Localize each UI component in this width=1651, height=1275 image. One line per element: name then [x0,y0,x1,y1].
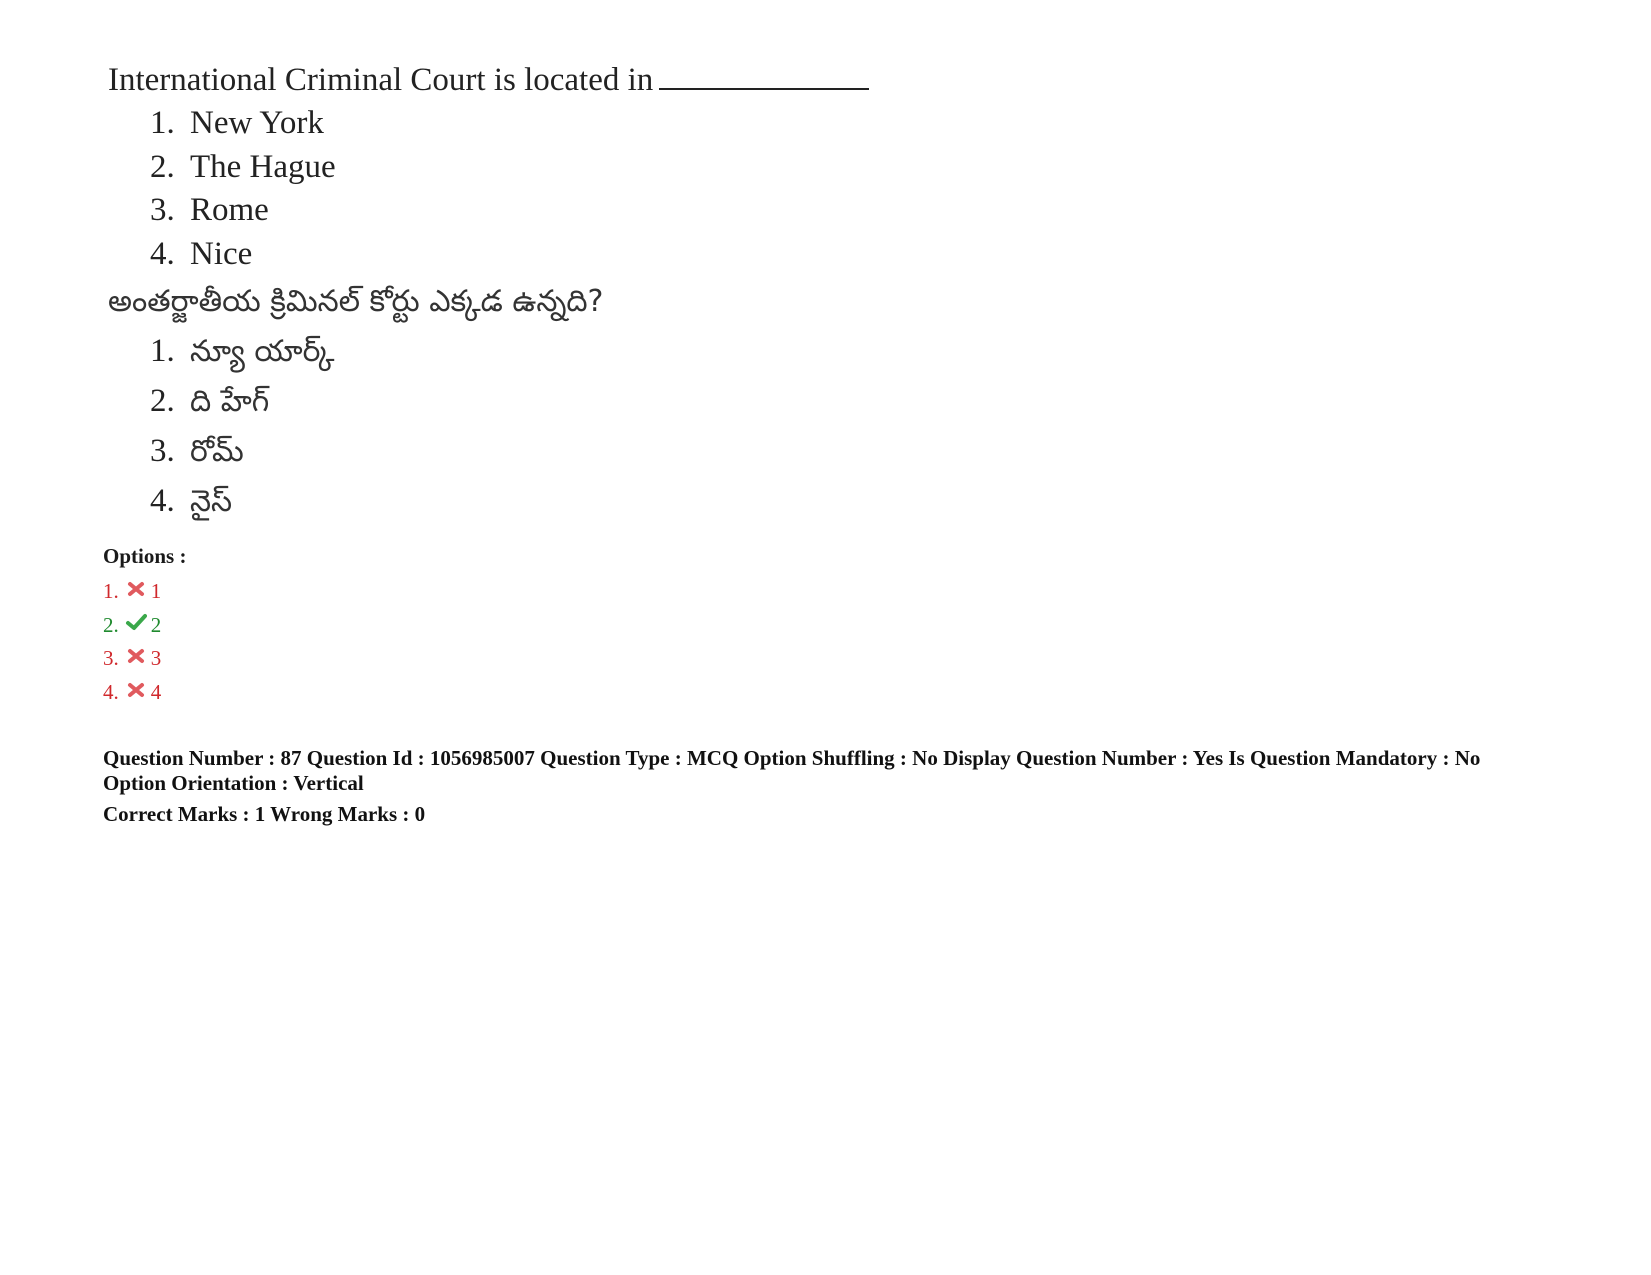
answer-option-number: 1. [103,579,119,603]
english-option-number: 3. [150,192,175,228]
english-option [150,146,1008,190]
question-text-english-label: International Criminal Court is located in [108,62,654,98]
option-orientation-line: Option Orientation : Vertical [103,771,364,795]
telugu-option [150,326,1008,376]
telugu-option [150,476,1008,526]
english-option-label: The Hague [190,148,336,185]
english-option-number: 2. [150,148,175,185]
answer-option-row [103,575,186,609]
english-option-label: New York [190,105,324,141]
cross-icon [125,678,147,700]
question-block [108,58,1008,526]
english-option [150,102,1008,146]
telugu-option-number: 3. [150,433,175,469]
telugu-option-number: 2. [150,383,175,419]
check-icon [125,611,147,633]
answer-option-value: 3 [150,646,162,670]
question-meta-line: Question Number : 87 Question Id : 1056985007 Question Type : MCQ Option Shuffling : No Display Question Number : Yes Is Question Mandatory : No [103,746,1481,770]
answer-option-row [103,642,186,676]
question-text-english [108,58,1008,102]
answer-option-number: 4. [103,679,119,704]
english-option [150,233,1008,277]
telugu-options-list [108,326,1008,526]
english-options-list [108,102,1008,276]
cross-icon [125,644,147,666]
telugu-option [150,376,1008,426]
telugu-option-number: 1. [150,333,175,369]
english-option-number: 1. [150,105,175,141]
answer-option-value: 2 [150,612,162,637]
answer-option-number: 3. [103,646,119,670]
telugu-option [150,426,1008,476]
options-heading: Options : [103,544,187,568]
fill-in-blank [659,60,869,90]
answer-option-row [103,676,186,710]
telugu-option-label: రోమ్ [190,434,244,469]
question-metadata [103,746,1623,827]
answer-options-section [103,543,186,709]
question-text-telugu: అంతర్జాతీయ క్రిమినల్ కోర్టు ఎక్కడ ఉన్నది? [108,284,604,319]
answer-option-value: 4 [150,679,162,704]
answer-option-value: 1 [150,579,162,603]
english-option-label: Nice [190,235,253,272]
marks-line: Correct Marks : 1 Wrong Marks : 0 [103,802,426,826]
telugu-option-label: నైస్ [190,484,233,519]
english-option-number: 4. [150,235,175,272]
english-option-label: Rome [190,192,269,228]
telugu-option-label: న్యూ యార్క్ [190,334,335,369]
answer-option-number: 2. [103,612,119,637]
answer-option-row [103,609,186,643]
cross-icon [125,577,147,599]
telugu-option-number: 4. [150,483,175,519]
telugu-option-label: ది హేగ్ [190,384,270,419]
english-option [150,189,1008,233]
